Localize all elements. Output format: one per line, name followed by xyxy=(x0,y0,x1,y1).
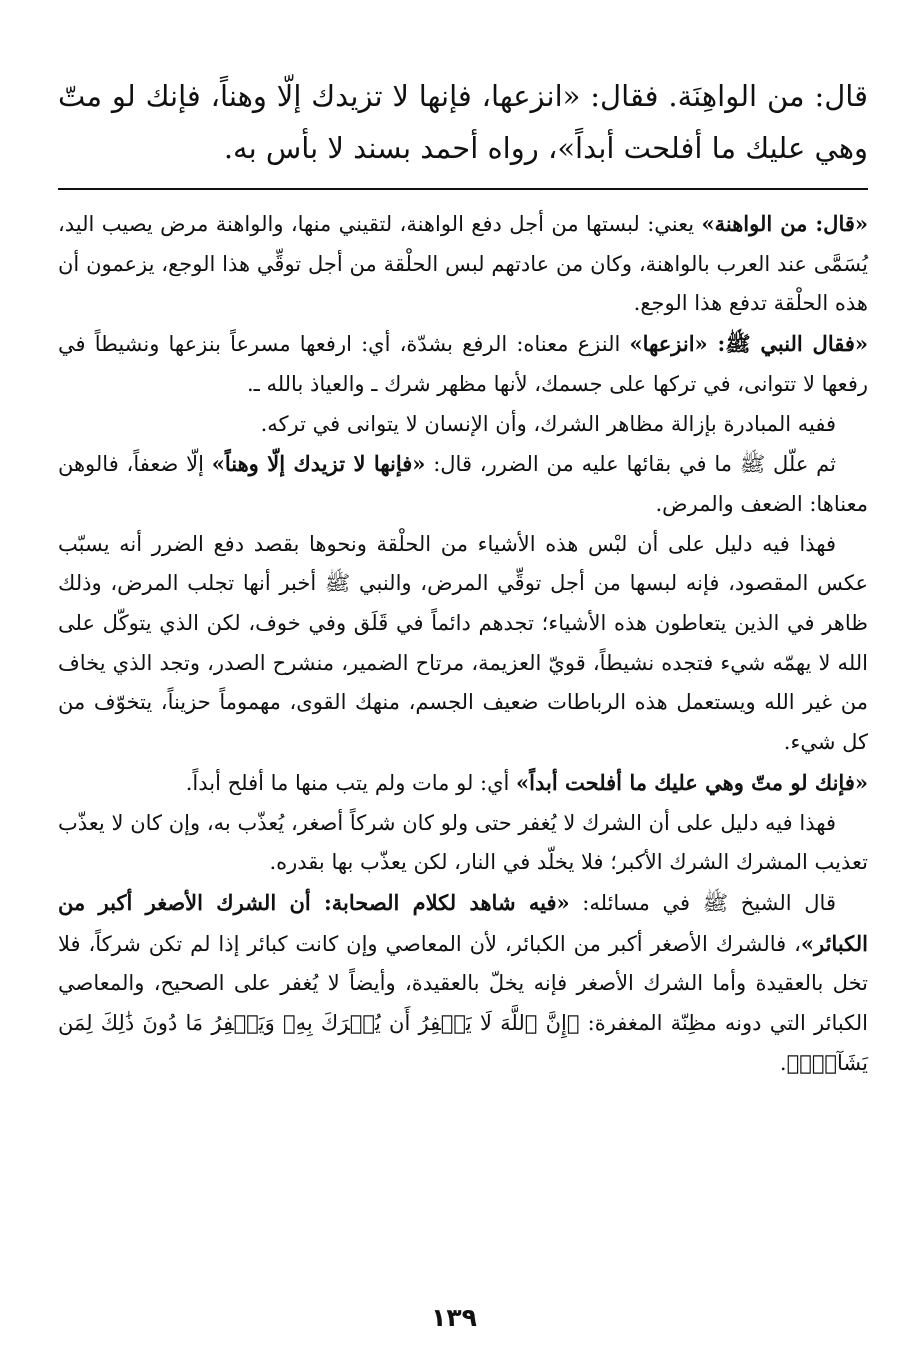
commentary-paragraph-6 xyxy=(58,763,868,804)
commentary-paragraph-8 xyxy=(58,883,868,1084)
paragraph-1-text: يعني: لبستها من أجل دفع الواهنة، لتقيني منها، والواهنة مرض يصيب اليد، يُسَمَّى عند العرب بالواهنة، وكان من عادتهم لبس الحلْقة من أجل توقِّي هذا الوجع، يزعمون أن هذه الحلْقة تدفع هذا الوجع. xyxy=(58,212,868,316)
paragraph-4-lead: ثم علّل ﷺ ما في بقائها عليه من الضرر، قال: xyxy=(425,452,837,477)
quoted-phrase-8: «فيه شاهد لكلام الصحابة: أن الشرك الأصغر أكبر من الكبائر» xyxy=(58,889,868,956)
paragraph-3-text: ففيه المبادرة بإزالة مظاهر الشرك، وأن الإنسان لا يتوانى في تركه. xyxy=(260,411,836,436)
paragraph-8-end: . xyxy=(779,1050,787,1075)
commentary xyxy=(58,204,868,1083)
commentary-paragraph-3 xyxy=(58,405,868,445)
paragraph-6-text: أي: لو مات ولم يتب منها ما أفلح أبداً. xyxy=(185,770,517,795)
commentary-paragraph-7 xyxy=(58,804,868,883)
quoted-phrase-2: «فقال النبي ﷺ: «انزعها» xyxy=(629,331,869,357)
quoted-phrase-6: «فإنك لو متّ وهي عليك ما أفلحت أبداً» xyxy=(516,769,868,795)
paragraph-7-text: فهذا فيه دليل على أن الشرك لا يُغفر حتى ولو كان شركاً أصغر، يُعذّب به، وإن كان لا يعذّب تعذيب المشرك الشرك الأكبر؛ فلا يخلّد في النار، لكن يعذّب بها بقدره. xyxy=(58,810,868,875)
commentary-paragraph-4 xyxy=(58,444,868,524)
quoted-phrase-4: «فإنها لا تزيدك إلّا وهناً» xyxy=(211,451,426,477)
paragraph-8-lead: قال الشيخ ﷺ في مسائله: xyxy=(569,890,836,915)
separator-rule xyxy=(58,188,868,190)
quran-verse: ﴿إِنَّ ٱللَّهَ لَا يَغۡفِرُ أَن يُشۡرَكَ بِهِۦ وَيَغۡفِرُ مَا دُونَ ذَٰلِكَ لِمَن يَشَآءُۚ﴾ xyxy=(58,1011,868,1075)
book-page xyxy=(58,70,868,1367)
paragraph-8-text: ، فالشرك الأصغر أكبر من الكبائر، لأن المعاصي وإن كانت كبائر إذا لم تكن شركاً، فلا تخل بالعقيدة وأما الشرك الأصغر فإنه يخلّ بالعقيدة، وأيضاً لا يُغفر على الصحيح، والمعاصي الكبائر التي دونه مظِنّة المغفرة: xyxy=(58,931,869,1036)
page-number: ١٣٩ xyxy=(431,1303,477,1332)
quoted-phrase-1: «قال: من الواهنة» xyxy=(701,211,869,236)
paragraph-2-text: النزع معناه: الرفع بشدّة، أي: ارفعها مسرعاً بنزعها ونشيطاً في رفعها لا تتوانى، في تركها على جسمك، لأنها مظهر شرك ـ والعياذ بالله ـ. xyxy=(58,332,868,396)
paragraph-4-text: إلّا ضعفاً، فالوهن معناها: الضعف والمرض. xyxy=(58,452,868,516)
paragraph-5-text: فهذا فيه دليل على أن لبْس هذه الأشياء من الحلْقة ونحوها بقصد دفع الضرر أنه يسبّب عكس المقصود، فإنه لبسها من أجل توقِّي المرض، والنبي ﷺ أخبر أنها تجلب المرض، وذلك ظاهر في الذين يتعاطون هذه الأشياء؛ تجدهم دائماً في قَلَق وفي خوف، لكن الذي يتوكّل على الله لا يهمّه شيء فتجده نشيطاً، قويّ العزيمة، مرتاح الضمير، منشرح الصدر، وتجد الذي يخاف من غير الله ويستعمل هذه الرباطات ضعيف الجسم، منهك القوى، مهموماً حزيناً، يتخوّف من كل شيء. xyxy=(58,531,868,755)
commentary-paragraph-5 xyxy=(58,525,868,763)
commentary-paragraph-2 xyxy=(58,324,868,404)
hadith-text: قال: من الواهِنَة. فقال: «انزعها، فإنها لا تزيدك إلّا وهناً، فإنك لو متّ وهي عليك ما أفلحت أبداً»، رواه أحمد بسند لا بأس به. xyxy=(58,79,868,165)
commentary-paragraph-1 xyxy=(58,204,868,324)
